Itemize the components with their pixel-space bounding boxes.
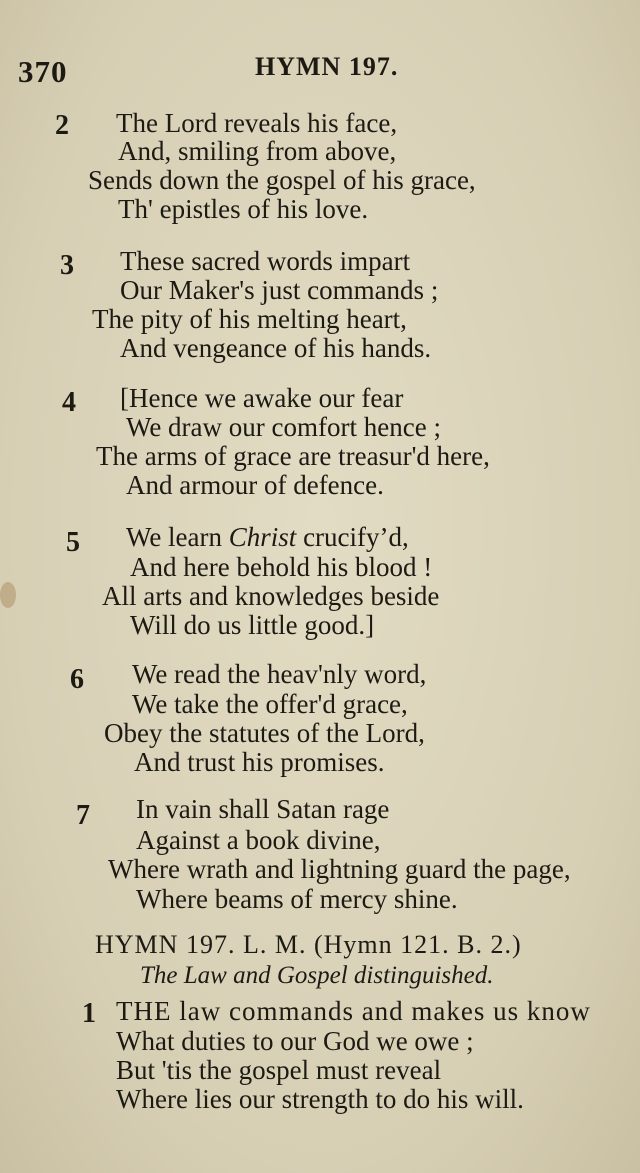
verse-line: And vengeance of his hands. <box>120 333 432 363</box>
verse-line: But 'tis the gospel must reveal <box>116 1055 442 1085</box>
verse-line: The arms of grace are treasur'd here, <box>96 441 490 471</box>
italic-word: Christ <box>228 522 297 552</box>
verse-line: Against a book divine, <box>136 825 381 855</box>
verse-line: Our Maker's just commands ; <box>120 275 439 305</box>
verse-line: We draw our comfort hence ; <box>126 412 441 442</box>
stanza-number: 7 <box>76 800 90 831</box>
verse-line: The Lord reveals his face, <box>116 108 398 138</box>
verse-line: Obey the statutes of the Lord, <box>104 718 425 748</box>
verse-line: All arts and knowledges beside <box>102 581 440 611</box>
hymn-subtitle: The Law and Gospel distinguished. <box>140 962 494 989</box>
stanza-number: 2 <box>55 110 69 141</box>
running-title: HYMN 197. <box>255 52 399 81</box>
verse-line: Th' epistles of his love. <box>118 194 369 224</box>
verse-line: Where lies our strength to do his will. <box>116 1084 524 1114</box>
verse-line: Where wrath and lightning guard the page, <box>108 854 571 884</box>
verse-line: Will do us little good.] <box>130 610 375 640</box>
page-number: 370 <box>18 54 68 89</box>
verse-line: And here behold his blood ! <box>130 552 433 582</box>
stanza-number: 4 <box>62 387 76 418</box>
verse-line: And trust his promises. <box>134 747 385 777</box>
verse-line: In vain shall Satan rage <box>136 794 390 824</box>
stanza-number: 6 <box>70 664 84 695</box>
verse-line: We take the offer'd grace, <box>132 689 408 719</box>
hymn-heading: HYMN 197. L. M. (Hymn 121. B. 2.) <box>95 930 522 959</box>
verse-line: What duties to our God we owe ; <box>116 1026 474 1056</box>
verse-line: These sacred words impart <box>120 246 411 276</box>
stanza-number: 3 <box>60 250 74 281</box>
page-header <box>0 50 640 90</box>
stanza-number: 5 <box>66 527 80 558</box>
verse-line: Sends down the gospel of his grace, <box>88 165 476 195</box>
verse-line: We learn Christ crucify’d, <box>126 522 409 552</box>
stanza-number: 1 <box>82 998 96 1029</box>
verse-line: Where beams of mercy shine. <box>136 884 458 914</box>
verse-line: We read the heav'nly word, <box>132 659 427 689</box>
verse-line: [Hence we awake our fear <box>120 383 404 413</box>
verse-line: The pity of his melting heart, <box>92 304 407 334</box>
verse-line: And, smiling from above, <box>118 136 397 166</box>
paper-stain <box>0 582 16 608</box>
verse-line: THE law commands and makes us know <box>116 996 591 1026</box>
verse-line: And armour of defence. <box>126 470 384 500</box>
